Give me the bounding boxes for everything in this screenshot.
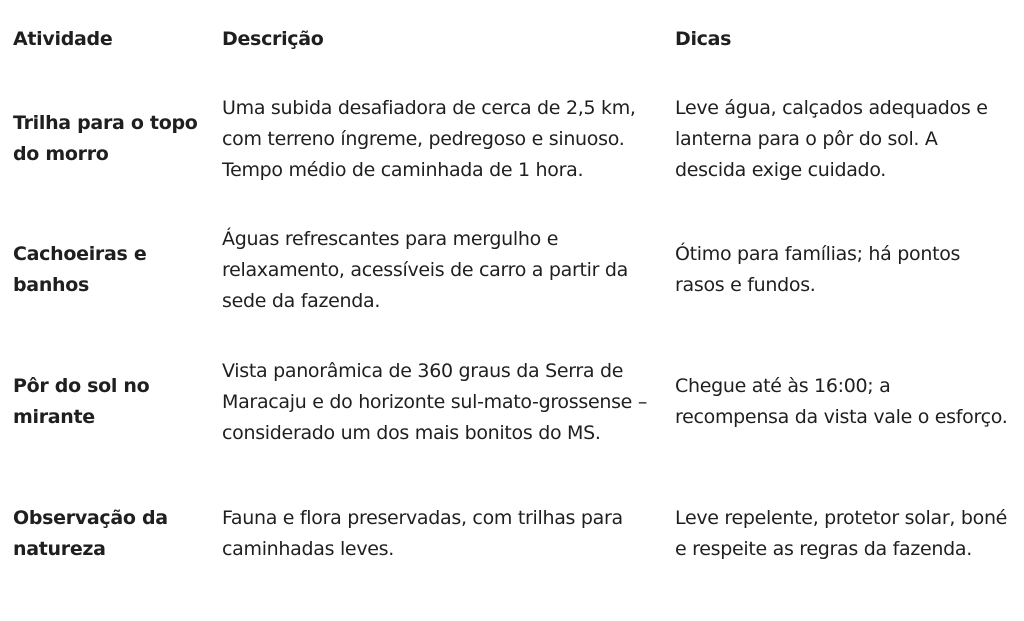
description-cell: Fauna e flora preservadas, com trilhas para caminhadas leves. (222, 507, 623, 560)
header-tips: Dicas (675, 27, 732, 50)
activity-cell: Observação da natureza (13, 507, 168, 560)
activity-cell: Pôr do sol no mirante (13, 375, 150, 428)
table-row (0, 78, 1024, 200)
table-header (0, 24, 1024, 54)
description-cell: Uma subida desafiadora de cerca de 2,5 km, com terreno íngreme, pedregoso e sinuoso. Tempo médio de caminhada de 1 hora. (222, 96, 636, 181)
tips-cell: Ótimo para famílias; há pontos rasos e fundos. (675, 243, 961, 296)
tips-cell: Leve repelente, protetor solar, boné e respeite as regras da fazenda. (675, 507, 1008, 560)
tips-cell: Chegue até às 16:00; a recompensa da vista vale o esforço. (675, 375, 1008, 428)
table-row (0, 488, 1024, 580)
activity-cell: Cachoeiras e banhos (13, 243, 147, 296)
tips-cell: Leve água, calçados adequados e lanterna para o pôr do sol. A descida exige cuidado. (675, 96, 988, 181)
table-row (0, 340, 1024, 464)
description-cell: Águas refrescantes para mergulho e relaxamento, acessíveis de carro a partir da sede da fazenda. (222, 227, 628, 312)
table-row (0, 224, 1024, 316)
activity-cell: Trilha para o topo do morro (13, 112, 198, 165)
header-description: Descrição (222, 27, 324, 50)
description-cell: Vista panorâmica de 360 graus da Serra de Maracaju e do horizonte sul-mato-grossense – considerado um dos mais bonitos do MS. (222, 359, 648, 444)
header-activity: Atividade (13, 27, 113, 50)
